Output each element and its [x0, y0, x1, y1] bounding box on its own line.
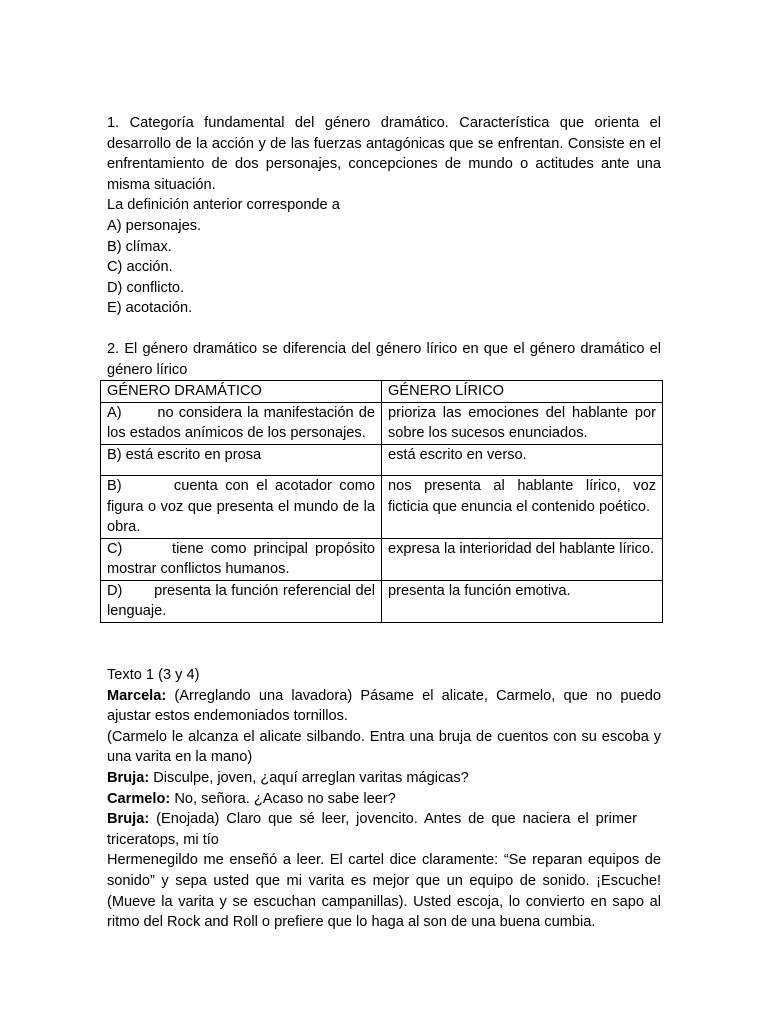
speaker-name: Marcela — [107, 687, 162, 704]
speaker-name: Carmelo — [107, 790, 166, 807]
q2-line: 2. El género dramático se diferencia del género lírico en que el género dramático el — [107, 340, 661, 357]
q1-option-c: C) acción. — [107, 259, 173, 276]
q1-option-b: B) clímax. — [107, 238, 172, 255]
comparison-table — [100, 380, 663, 623]
q1-line: desarrollo de la acción y de las fuerzas antagónicas que se enfrentan. Consiste en el — [107, 135, 661, 152]
table-cell-left: C) tiene como principal propósito mostrar conflictos humanos. — [101, 538, 382, 580]
table-row — [101, 538, 663, 580]
table-cell-right: presenta la función emotiva. — [382, 580, 663, 622]
q1-option-d: D) conflicto. — [107, 279, 185, 296]
table-cell-left: B) está escrito en prosa — [101, 444, 382, 475]
table-header-lirico: GÉNERO LÍRICO — [382, 381, 663, 403]
table-row — [101, 402, 663, 444]
question-1 — [107, 113, 661, 319]
document-page — [107, 113, 661, 933]
text1-title: Texto 1 (3 y 4) — [107, 667, 200, 684]
table-cell-left: D) presenta la función referencial del lenguaje. — [101, 580, 382, 622]
table-cell-left: A) no considera la manifestación de los estados anímicos de los personajes. — [101, 402, 382, 444]
table-cell-right: está escrito en verso. — [382, 444, 663, 475]
q1-line: 1. Categoría fundamental del género dramático. Característica que orienta el — [107, 115, 661, 131]
q1-line: misma situación. — [107, 176, 216, 193]
table-header-row — [101, 381, 663, 403]
stage-direction: (Carmelo le alcanza el alicate silbando. Entra una bruja de cuentos con su escoba y una varita en la mano) — [107, 728, 661, 766]
dialogue-line: Carmelo: No, señora. ¿Acaso no sabe leer? — [107, 790, 396, 807]
table-cell-right: prioriza las emociones del hablante por sobre los sucesos enunciados. — [382, 402, 663, 444]
q1-option-e: E) acotación. — [107, 300, 193, 317]
dialogue-line: Marcela: (Arreglando una lavadora) Pásame el alicate, Carmelo, que no puedo ajustar estos endemoniados tornillos. — [107, 687, 661, 725]
table-cell-right: expresa la interioridad del hablante lírico. — [382, 538, 663, 580]
q1-prompt: La definición anterior corresponde a — [107, 197, 340, 214]
question-2 — [107, 339, 661, 623]
table-cell-right: nos presenta al hablante lírico, voz ficticia que enuncia el contenido poético. — [382, 475, 663, 538]
q2-line: género lírico — [107, 361, 188, 378]
table-row — [101, 475, 663, 538]
speaker-name: Bruja — [107, 811, 145, 828]
text-1 — [107, 665, 661, 933]
dialogue-line: Bruja: Disculpe, joven, ¿aquí arreglan varitas mágicas? — [107, 770, 469, 787]
table-row — [101, 580, 663, 622]
q1-option-a: A) personajes. — [107, 217, 202, 234]
table-header-dramatico: GÉNERO DRAMÁTICO — [101, 381, 382, 403]
dialogue-continuation: Hermenegildo me enseñó a leer. El cartel dice claramente: “Se reparan equipos de sonido” y sepa usted que mi varita es mejor que un equipo de sonido. ¡Escuche! (Mueve la varita y se escuchan campanillas). Usted escoja, lo convierto en sapo al ritmo del Rock and Roll o prefiere que lo haga al son de una buena cumbia. — [107, 852, 661, 931]
q1-line: enfrentamiento de dos personajes, concepciones de mundo o actitudes ante una — [107, 156, 661, 173]
table-cell-left: B) cuenta con el acotador como figura o voz que presenta el mundo de la obra. — [101, 475, 382, 538]
table-row — [101, 444, 663, 475]
dialogue-line: Bruja: (Enojada) Claro que sé leer, jovencito. Antes de que naciera el primer triceratops, mi tío — [107, 811, 637, 848]
speaker-name: Bruja — [107, 770, 145, 787]
